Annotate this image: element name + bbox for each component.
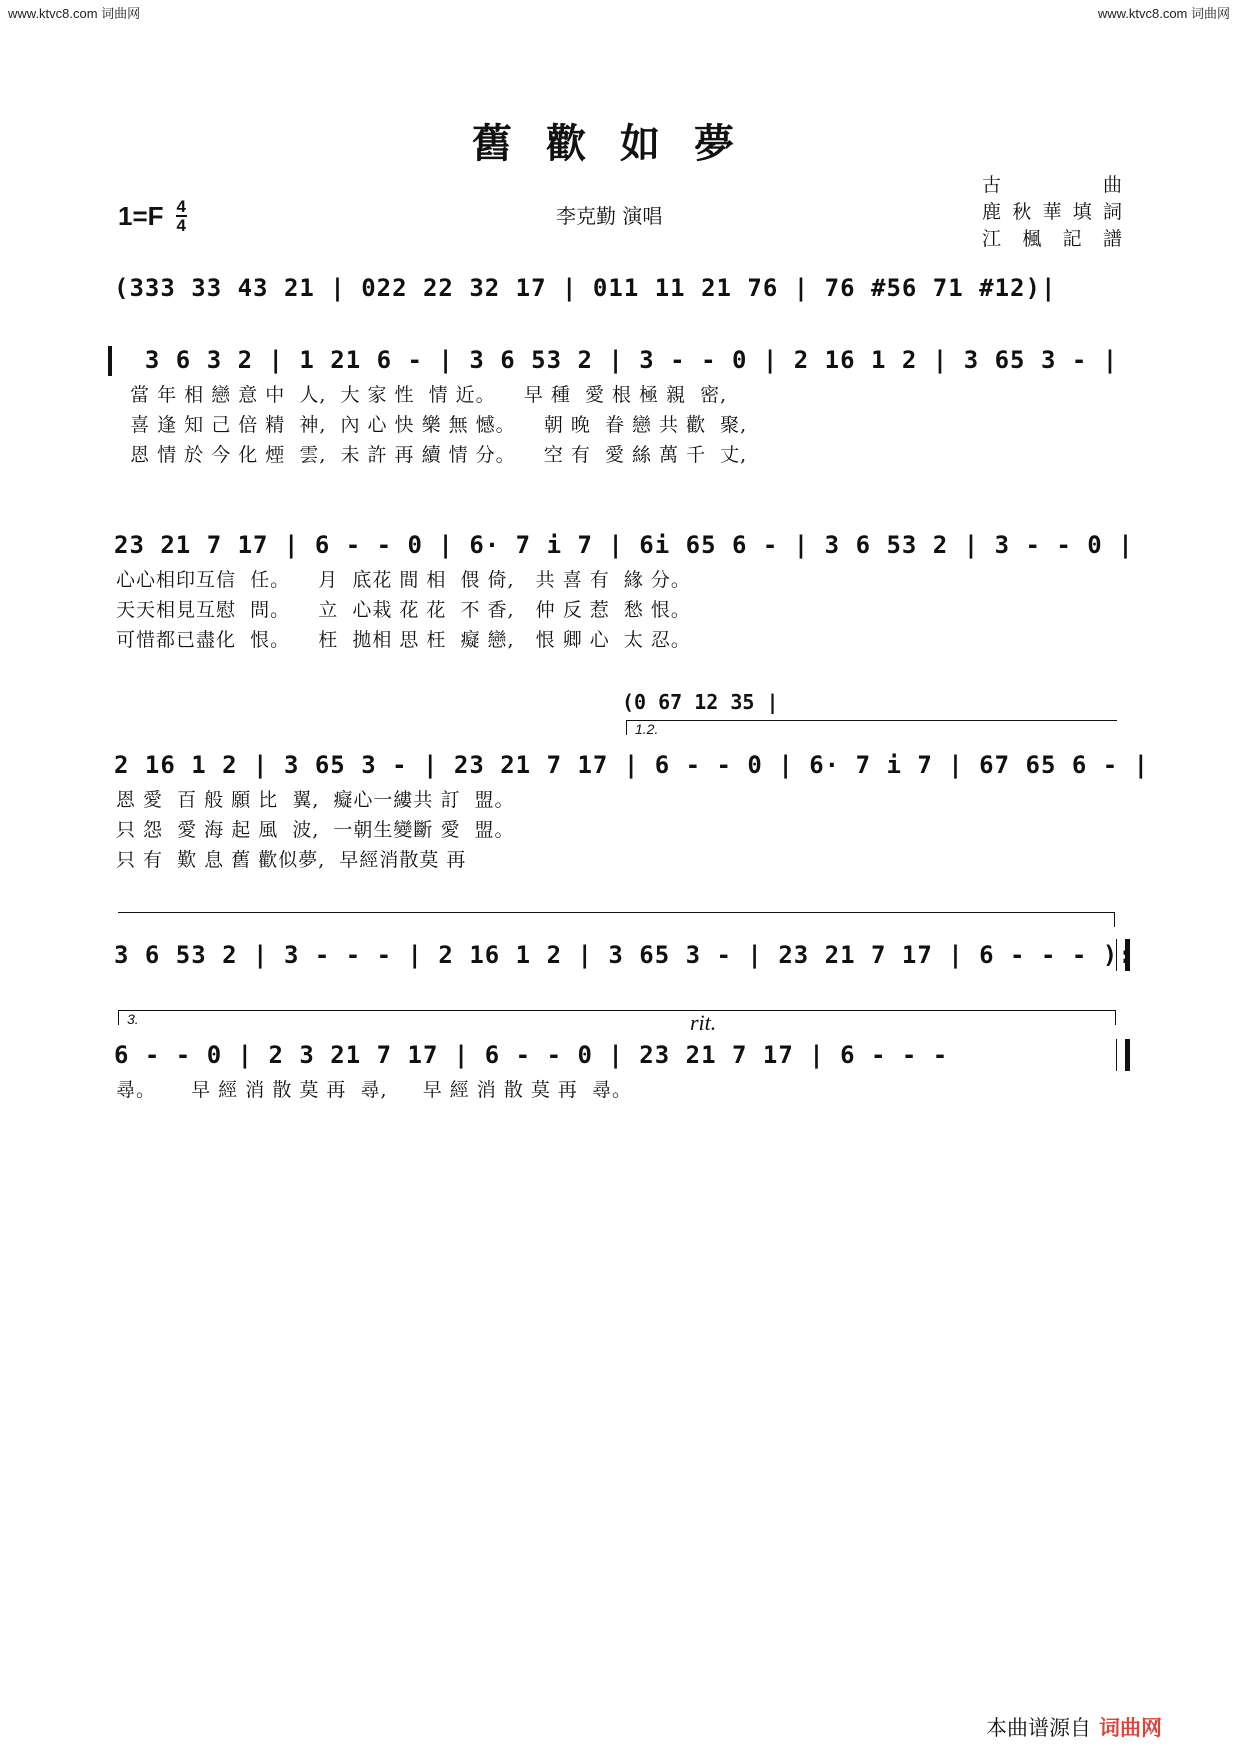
credits (982, 172, 1122, 253)
staff-line-5 (114, 1035, 1124, 1105)
notes-line-2: 23 21 7 17 | 6 - - 0 | 6· 7 i 7 | 6i 65 6 - | 3 6 53 2 | 3 - - 0 | (114, 531, 1134, 559)
notes-line-5: 6 - - 0 | 2 3 21 7 17 | 6 - - 0 | 23 21 7 17 | 6 - - - (114, 1041, 949, 1069)
staff-line-2 (114, 525, 1134, 655)
footer-site-link[interactable]: 词曲网 (1099, 1716, 1162, 1740)
performer: 李克勤 演唱 (556, 204, 663, 228)
staff-line-3 (114, 745, 1150, 875)
notes-line-4: 3 6 53 2 | 3 - - - | 2 16 1 2 | 3 65 3 - | 23 21 7 17 | 6 - - - ): (114, 941, 1134, 969)
lyrics-line-2-verse-1: 心心相印互信 任。 月 底花 間 相 偎 倚, 共 喜 有 緣 分。 (116, 569, 691, 591)
credit-lyricist: 鹿秋華填詞 (982, 201, 1122, 223)
lyrics-line-2-verse-3: 可惜都已盡化 恨。 枉 拋相 思 枉 癡 戀, 恨 卿 心 太 忍。 (116, 629, 691, 651)
key-label: 1=F (118, 200, 164, 231)
footer-source (986, 1712, 1162, 1742)
staff-line-4 (114, 935, 1134, 975)
watermark-right: www.ktvc8.com 词曲网 (1097, 6, 1230, 21)
volta-third-label: 3. (127, 1011, 139, 1027)
lyrics-line-1-verse-2: 喜 逢 知 己 倍 精 神, 內 心 快 樂 無 憾。 朝 晚 眷 戀 共 歡 聚, (116, 414, 748, 436)
ritardando-mark: rit. (690, 1010, 717, 1035)
lyrics-line-3-verse-3: 只 有 歎 息 舊 歡似夢, 早經消散莫 再 (116, 849, 467, 871)
staff-line-intro (114, 268, 1124, 308)
final-bar (1116, 1039, 1130, 1071)
time-signature (176, 198, 187, 234)
song-title: 舊歡如夢 (472, 120, 768, 167)
lyrics-line-3-verse-2: 只 怨 愛 海 起 風 波, 一朝生變斷 愛 盟。 (116, 819, 515, 841)
volta-first-ending (626, 720, 1117, 735)
lyrics-line-1-verse-1: 當 年 相 戀 意 中 人, 大 家 性 情 近。 早 種 愛 根 極 親 密, (116, 384, 728, 406)
meter-bottom: 4 (176, 216, 186, 235)
volta-third-ending (118, 1010, 1116, 1025)
lyrics-line-2-verse-2: 天天相見互慰 問。 立 心栽 花 花 不 香, 仲 反 惹 愁 恨。 (116, 599, 691, 621)
key-signature (118, 198, 187, 234)
credit-transcriber: 江楓記譜 (982, 228, 1122, 250)
notes-line-intro: (333 33 43 21 | 022 22 32 17 | 011 11 21 76 | 76 #56 71 #12)| (114, 274, 1057, 302)
meter-top: 4 (176, 197, 186, 216)
notes-line-1: 3 6 3 2 | 1 21 6 - | 3 6 53 2 | 3 - - 0 | 2 16 1 2 | 3 65 3 - | (114, 346, 1119, 374)
notes-line-3: 2 16 1 2 | 3 65 3 - | 23 21 7 17 | 6 - - 0 | 6· 7 i 7 | 67 65 6 - | (114, 751, 1150, 779)
lyrics-line-1-verse-3: 恩 情 於 今 化 煙 雲, 未 許 再 續 情 分。 空 有 愛 絲 萬 千 丈, (116, 444, 748, 466)
volta-first-label: 1.2. (635, 721, 659, 737)
bracket-line-4 (118, 912, 1115, 927)
pickup-notes: (0 67 12 35 | (622, 690, 779, 714)
lyrics-line-3-verse-1: 恩 愛 百 般 願 比 翼, 癡心一縷共 訂 盟。 (116, 789, 515, 811)
footer-source-text: 本曲谱源自 (986, 1716, 1091, 1740)
staff-line-1 (114, 340, 1124, 470)
repeat-end-bar (1116, 939, 1130, 971)
credit-composer: 古曲 (982, 174, 1122, 196)
watermark-left: www.ktvc8.com 词曲网 (8, 6, 141, 21)
lyrics-line-5: 尋。 早 經 消 散 莫 再 尋, 早 經 消 散 莫 再 尋。 (116, 1079, 632, 1101)
